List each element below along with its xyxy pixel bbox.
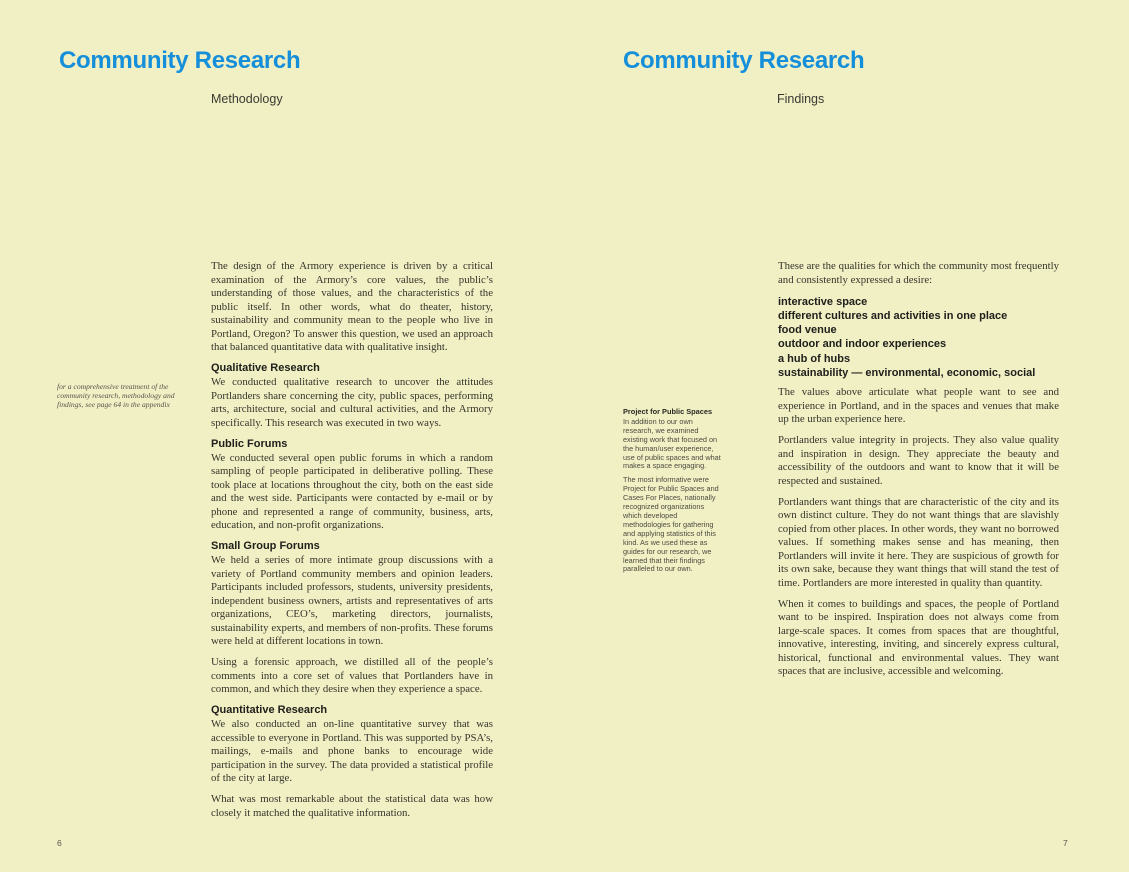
quality-item: sustainability — environmental, economic, social: [778, 366, 1036, 379]
body-paragraph: We conducted qualitative research to uncover the attitudes Portlanders share concerning the city, public spaces, performing arts, architecture, social and cultural activities, and the Armory specifically. This research was executed in two ways.: [211, 376, 493, 429]
quality-item: different cultures and activities in one place: [778, 309, 1008, 322]
page-number: 7: [1063, 838, 1068, 848]
quality-item: food venue: [778, 324, 837, 337]
sidebar-note: [623, 408, 722, 579]
page-methodology: [0, 0, 564, 872]
quality-item: a hub of hubs: [778, 352, 851, 365]
body-paragraph: Using a forensic approach, we distilled all of the people’s comments into a core set of values that Portlanders have in common, and which they desire when they experience a space.: [211, 656, 493, 695]
page-subtitle: Methodology: [211, 92, 283, 106]
body-column-methodology: [211, 260, 493, 828]
body-paragraph: When it comes to buildings and spaces, the people of Portland want to be inspired. Inspiration does not always come from large-scale spaces. It comes from spaces that are thoughtful, innovative, interesting, inviting, and sincerely express cultural, historical, functional and environmental values. They want spaces that are inclusive, accessible and welcoming.: [778, 597, 1059, 678]
body-paragraph: The values above articulate what people want to see and experience in Portland, and in the spaces and venues that make up the urban experience here.: [778, 386, 1059, 426]
body-paragraph: The design of the Armory experience is driven by a critical examination of the Armory’s core values, the public’s understanding of those values, and the characteristics of the public itself. In other words, what do theater, history, sustainability and community mean to the people who live in Portland, Oregon? To answer this question, we used an approach that balanced quantitative data with qualitative insight.: [211, 260, 493, 353]
sidebar-paragraph: In addition to our own research, we examined existing work that focused on the human/user experience, use of public spaces and what makes a space engaging.: [623, 416, 721, 471]
sidebar-note-heading: Project for Public Spaces: [623, 407, 713, 416]
sidebar-note-body: [623, 418, 722, 574]
quality-item: outdoor and indoor experiences: [778, 338, 947, 351]
body-paragraph: We conducted several open public forums in which a random sampling of people participated in deliberative polling. These took place at locations throughout the city, both on the east side and the west side. Participants were contacted by e-mail or by phone and represented a range of community, business, arts, education, and non-profit organizations.: [211, 451, 493, 531]
sidebar-paragraph: The most informative were Project for Public Spaces and Cases For Places, nationally recognized organizations which developed methodologies for gathering and applying statistics of this kind. As we used these as guides for our research, we learned that their findings paralleled to our own.: [623, 475, 719, 574]
findings-paragraphs: [778, 386, 1059, 679]
body-paragraph: Portlanders want things that are characteristic of the city and its own distinct culture. They do not want things that are slavishly copied from other places. In other words, they want no borrowed values. If something makes sense and has meaning, then Portlanders will invite it here. They are suspicious of growth for its own sake, because they want things that will stand the test of time. Portlanders are more interested in quality than quantity.: [778, 495, 1059, 589]
intro-paragraph: These are the qualities for which the community most frequently and consistently expressed a desire:: [778, 260, 1059, 286]
section-heading: Quantitative Research: [211, 704, 328, 716]
section-heading: Qualitative Research: [211, 362, 320, 374]
page-subtitle: Findings: [777, 92, 825, 106]
qualities-list: [778, 295, 1059, 381]
section-heading: Small Group Forums: [211, 540, 320, 552]
body-paragraph: Portlanders value integrity in projects. They also value quality and inspiration in design. They appreciate the beauty and accessibility of the outdoors and want to know that it will be respected and sustained.: [778, 434, 1059, 487]
page-title: Community Research: [623, 47, 865, 74]
body-paragraph: What was most remarkable about the statistical data was how closely it matched the qualitative information.: [211, 793, 493, 819]
body-column-findings: [778, 260, 1059, 686]
page-number: 6: [57, 838, 62, 848]
page-title: Community Research: [59, 47, 301, 74]
page-findings: [564, 0, 1129, 872]
section-heading: Public Forums: [211, 437, 288, 450]
body-paragraph: We also conducted an on-line quantitative survey that was accessible to everyone in Portland. This was supported by PSA’s, mailings, e-mails and phone banks to encourage wide participation in the survey. The data provided a statistical profile of the city at large.: [211, 718, 493, 784]
body-paragraph: We held a series of more intimate group discussions with a variety of Portland community members and opinion leaders. Participants included professors, students, university presidents, independent business owners, artists and representatives of arts organizations, CEO’s, marketing directors, journalists, sustainability experts, and members of non-profits. These forums were held at different locations in town.: [211, 554, 493, 647]
margin-note: for a comprehensive treatment of the community research, methodology and findings, see page 64 in the appendix: [57, 382, 175, 410]
quality-item: interactive space: [778, 295, 868, 308]
